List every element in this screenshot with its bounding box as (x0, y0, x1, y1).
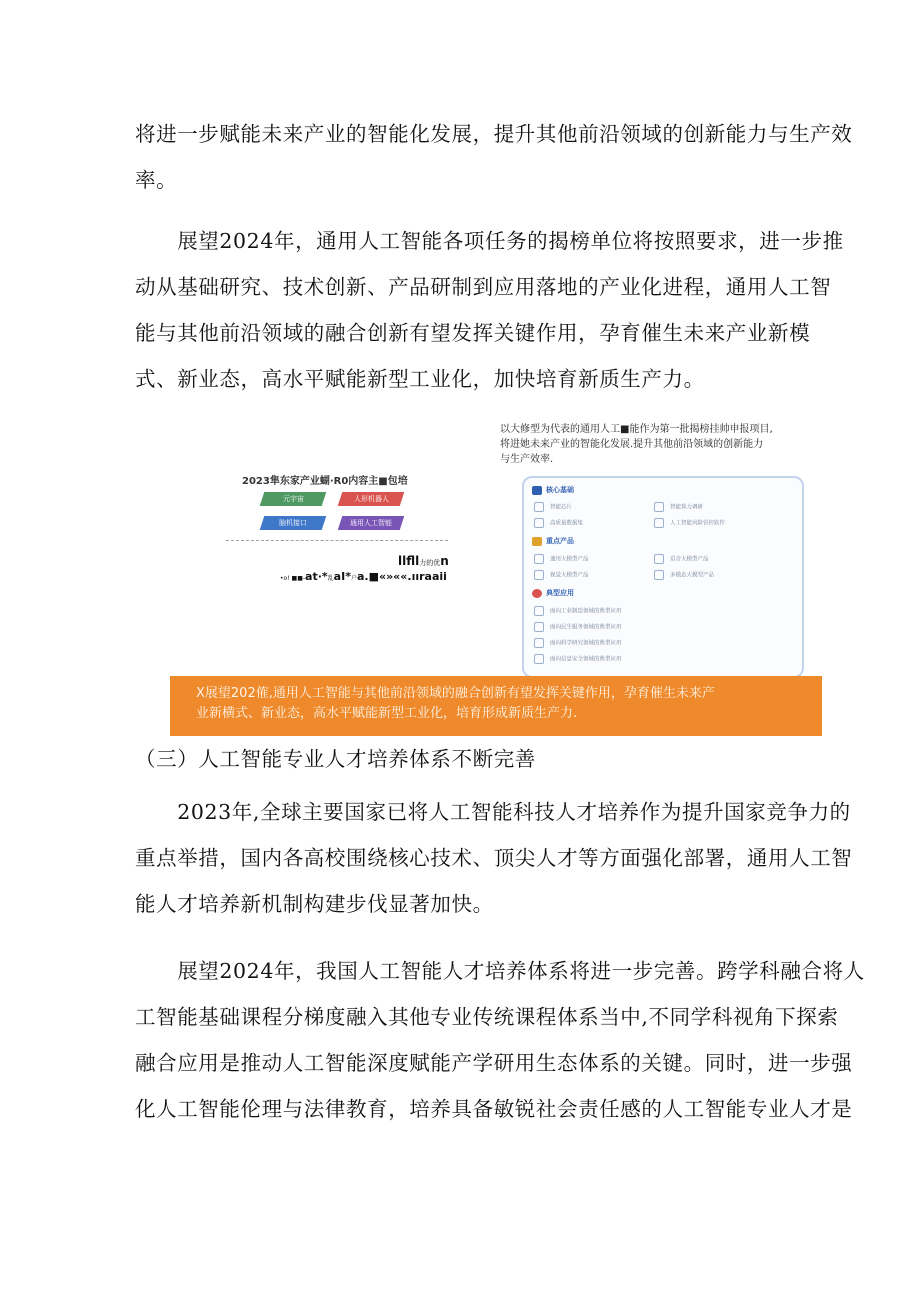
factory-icon (534, 606, 544, 616)
list-item: 面向工业制造领域的典型应用 (534, 606, 622, 616)
tag-brain-computer-interface: 脑机接口 (260, 516, 327, 530)
list-item: 智能芯片 (534, 502, 572, 512)
orange-banner (170, 676, 822, 736)
section-key-products: 重点产品 (532, 536, 574, 546)
server-icon (654, 502, 664, 512)
banner-line: X展望202傕,通用人工智能与其他前沿领域的融合创新有望发挥关键作用，孕育催生未来产 (196, 686, 715, 701)
text-line: 能人才培养新机制构建步伐显著加快。 (135, 892, 494, 916)
paragraph-3 (135, 789, 853, 927)
figure-garbled-text: •o! ■■-at·*乱aI*户a.■«»««.ııraaii (280, 570, 447, 583)
database-icon (534, 518, 544, 528)
paragraph-1 (135, 111, 853, 203)
tag-general-ai: 通用人工智能 (338, 516, 405, 530)
left-figure-title: 2023隼东家产业蝴·R0内容主■包培 (242, 476, 408, 487)
application-icon (532, 589, 542, 598)
text-line: 展望2024年，通用人工智能各项任务的揭榜单位将按照要求，进一步推 (135, 229, 844, 253)
embedded-figure (170, 418, 822, 736)
paragraph-4 (135, 948, 865, 1132)
text-line: 展望2024年，我国人工智能人才培养体系将进一步完善。跨学科融合将人 (135, 959, 865, 983)
ai-project-panel (522, 476, 804, 678)
section-heading: （三）人工智能专业人才培养体系不断完善 (135, 747, 536, 771)
text-line: 化人工智能伦理与法律教育，培养具备敏锐社会责任感的人工智能专业人才是 (135, 1097, 853, 1121)
list-item: 面向科学研究领域的典型应用 (534, 638, 622, 648)
section-typical-applications: 典型应用 (532, 588, 574, 598)
chip-icon (532, 486, 542, 495)
right-figure-caption: 以大修型为代表的通用人工■能作为第一批揭榜挂帅申报项目, 将进她未来产业的智能化发展.提升其他前沿领域的创新能力 与生产效率. (500, 424, 773, 465)
figure-garbled-text: llfll力的优n (398, 554, 449, 568)
figure-divider (226, 540, 448, 541)
list-item: 多模态大模型产品 (654, 570, 714, 580)
text-line: 2023年,全球主要国家已将人工智能科技人才培养作为提升国家竞争力的 (135, 800, 851, 824)
people-icon (534, 622, 544, 632)
text-line: 工智能基础课程分梯度融入其他专业传统课程体系当中,不同学科视角下探索 (135, 1005, 839, 1029)
text-line: 重点举措，国内各高校围绕核心技术、顶尖人才等方面强化部署，通用人工智 (135, 846, 853, 870)
atom-icon (534, 638, 544, 648)
tag-metaverse: 元宇宙 (260, 492, 327, 506)
list-item: 面向信息安全领域的典型应用 (534, 654, 622, 664)
grid-icon (532, 537, 542, 546)
list-item: 视觉大模型产品 (534, 570, 589, 580)
text-line: 式、新业态，高水平赋能新型工业化，加快培育新质生产力。 (135, 367, 705, 391)
list-item: 智能算力调研 (654, 502, 703, 512)
text-line: 将进一步赋能未来产业的智能化发展，提升其他前沿领域的创新能力与生产效 (135, 122, 853, 146)
text-line: 融合应用是推动人工智能深度赋能产学研用生态体系的关键。同时，进一步强 (135, 1051, 853, 1075)
list-item: 人工智能风险管控软件 (654, 518, 725, 528)
list-item: 面向民生服务领域的典型应用 (534, 622, 622, 632)
lock-icon (534, 654, 544, 664)
tag-humanoid-robot: 人形机器人 (338, 492, 405, 506)
section-core-foundation: 核心基础 (532, 485, 574, 495)
model-icon (534, 554, 544, 564)
layers-icon (654, 570, 664, 580)
list-item: 通用大模型产品 (534, 554, 589, 564)
microphone-icon (654, 554, 664, 564)
text-line: 能与其他前沿领域的融合创新有望发挥关键作用，孕育催生未来产业新模 (135, 321, 811, 345)
list-item: 高质量数据集 (534, 518, 583, 528)
list-item: 语音大模型产品 (654, 554, 709, 564)
chip-icon (534, 502, 544, 512)
banner-line: 业新横式、新业态，高水平赋能新型工业化，培育形成新质生产力. (196, 706, 578, 721)
paragraph-2 (135, 218, 844, 402)
shield-icon (654, 518, 664, 528)
text-line: 率。 (135, 168, 178, 192)
eye-icon (534, 570, 544, 580)
text-line: 动从基础研究、技术创新、产品研制到应用落地的产业化进程，通用人工智 (135, 275, 832, 299)
